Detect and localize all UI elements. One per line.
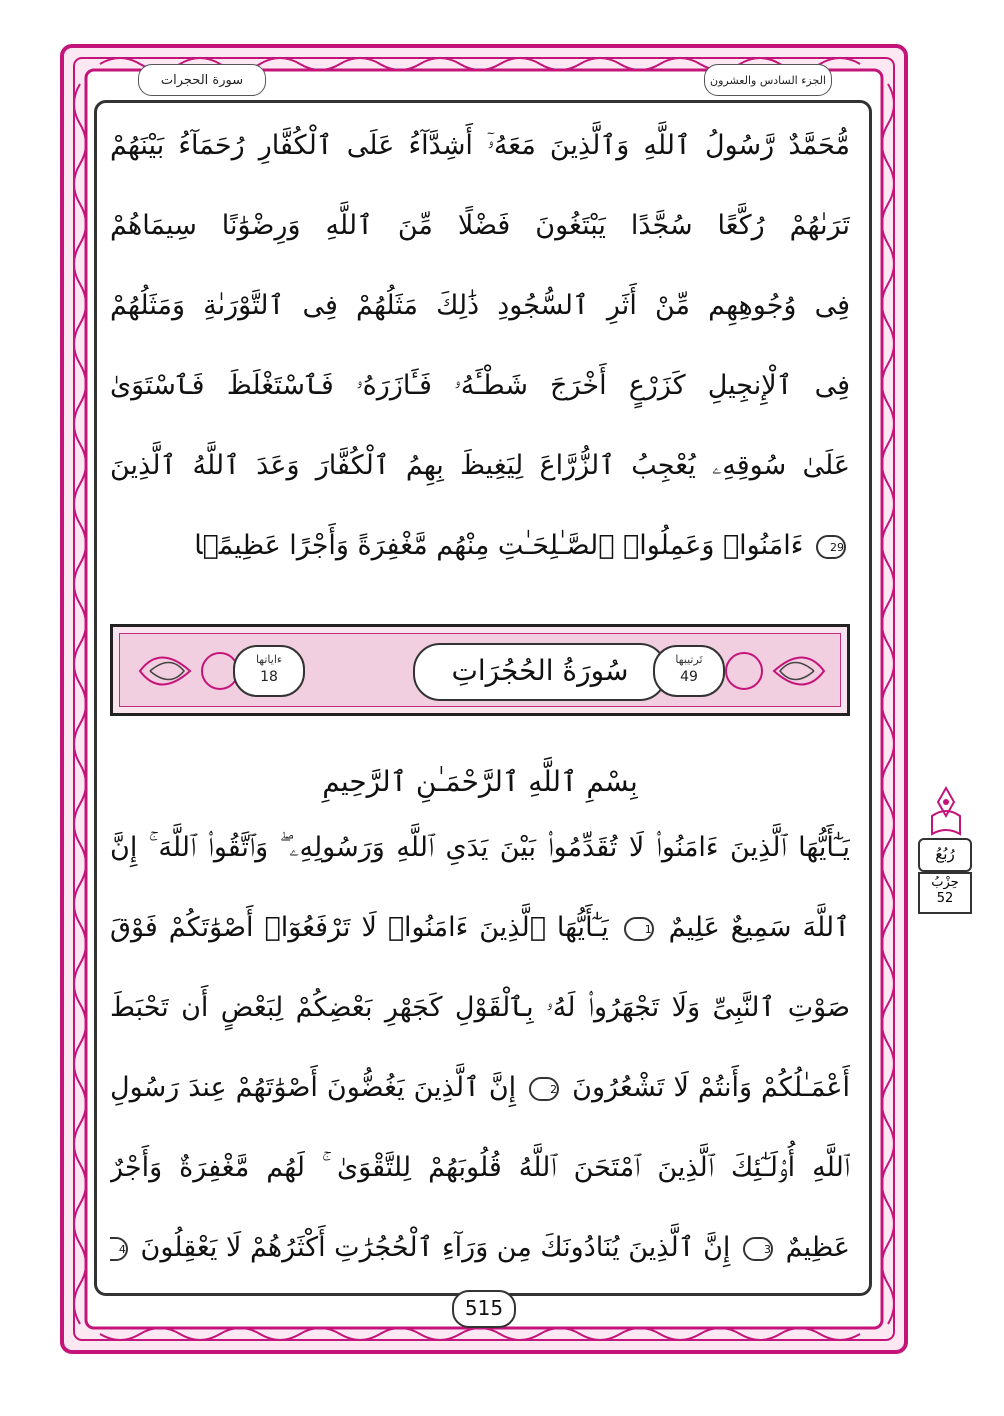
ayah-end-marker: 3: [743, 1237, 773, 1261]
verse-line: فِى وُجُوهِهِم مِّنْ أَثَرِ ٱلسُّجُودِ ذَٰلِكَ مَثَلُهُمْ فِى ٱلتَّوْرَىٰةِ وَمَثَلُهُمْ: [110, 290, 850, 321]
hizb-label: حِزْبُ: [931, 875, 959, 890]
verse-line-text: يَـٰٓأَيُّهَا ٱلَّذِينَ ءَامَنُوا۟ لَا تَرْفَعُوٓا۟ أَصْوَٰتَكُمْ فَوْقَ: [110, 912, 609, 943]
verse-line: مُّحَمَّدٌ رَّسُولُ ٱللَّهِ وَٱلَّذِينَ مَعَهُۥٓ أَشِدَّآءُ عَلَى ٱلْكُفَّارِ رُحَمَآءُ بَيْنَهُمْ: [110, 130, 850, 161]
verse-line: ٱللَّهِ أُو۟لَـٰٓئِكَ ٱلَّذِينَ ٱمْتَحَنَ ٱللَّهُ قُلُوبَهُمْ لِلتَّقْوَىٰ ۚ لَهُم مَّغْفِرَةٌ وَأَجْرٌ: [110, 1152, 850, 1183]
verse-line: عَلَىٰ سُوقِهِۦ يُعْجِبُ ٱلزُّرَّاعَ لِيَغِيظَ بِهِمُ ٱلْكُفَّارَ وَعَدَ ٱللَّهُ ٱلَّذِينَ: [110, 450, 850, 481]
verse-count-number: 18: [260, 669, 278, 685]
verse-line: يَـٰٓأَيُّهَا ٱلَّذِينَ ءَامَنُوا۟ لَا تُقَدِّمُوا۟ بَيْنَ يَدَىِ ٱللَّهِ وَرَسُولِهِۦ ۖ وَٱتَّقُوا۟ ٱللَّهَ ۚ إِنَّ: [110, 832, 850, 863]
verse-line: [110, 898, 850, 958]
ayah-end-marker: 29: [816, 535, 846, 559]
verse-line-text: إِنَّ ٱلَّذِينَ يَغُضُّونَ أَصْوَٰتَهُمْ عِندَ رَسُولِ: [110, 1072, 517, 1103]
verse-line-text: عَظِيمٌ: [785, 1232, 850, 1263]
juz-header-text: الجزء السادس والعشرون: [710, 73, 826, 87]
verse-count-label: ءاياتها: [255, 653, 283, 666]
hizb-number: 52: [936, 891, 954, 906]
verse-line: [110, 516, 850, 576]
verse-line: تَرَىٰهُمْ رُكَّعًا سُجَّدًا يَبْتَغُونَ فَضْلًا مِّنَ ٱللَّهِ وَرِضْوَٰنًا سِيمَاهُمْ: [110, 210, 850, 241]
verse-line-text: ٱللَّهَ سَمِيعٌ عَلِيمٌ: [668, 912, 850, 943]
verse-line-text: إِنَّ ٱلَّذِينَ يُنَادُونَكَ مِن وَرَآءِ ٱلْحُجُرَٰتِ أَكْثَرُهُمْ لَا يَعْقِلُونَ: [140, 1232, 731, 1263]
surah-banner: [110, 624, 850, 716]
ayah-end-marker: 1: [624, 917, 654, 941]
surah-order-label: تَرتيبها: [675, 653, 703, 666]
ayah-end-marker: 4: [110, 1237, 128, 1261]
surah-order-number: 49: [680, 669, 698, 685]
rub-label: رُبُعُ: [918, 838, 972, 872]
verse-line-text: ءَامَنُوا۟ وَعَمِلُوا۟ ٱلصَّـٰلِحَـٰتِ مِنْهُم مَّغْفِرَةً وَأَجْرًا عَظِيمًۢا: [194, 530, 804, 561]
verse-line: [110, 1218, 850, 1278]
juz-header-label: [704, 64, 832, 96]
verse-line: [110, 1058, 850, 1118]
surah-header-text: سورة الحجرات: [160, 72, 244, 88]
verse-line-text: أَعْمَـٰلُكُمْ وَأَنتُمْ لَا تَشْعُرُونَ: [572, 1072, 850, 1103]
page-number: 515: [452, 1290, 516, 1328]
surah-title: سُورَةُ الحُجُرَاتِ: [413, 643, 667, 701]
ayah-end-marker: 2: [529, 1077, 559, 1101]
verse-line: فِى ٱلْإِنجِيلِ كَزَرْعٍ أَخْرَجَ شَطْـَٔهُۥ فَـَٔازَرَهُۥ فَٱسْتَغْلَظَ فَٱسْتَوَىٰ: [110, 370, 850, 401]
surah-order-medal: [653, 645, 725, 697]
verse-line: صَوْتِ ٱلنَّبِىِّ وَلَا تَجْهَرُوا۟ لَهُۥ بِٱلْقَوْلِ كَجَهْرِ بَعْضِكُمْ لِبَعْضٍ أَن تَحْبَطَ: [110, 992, 850, 1023]
hizb-box: [918, 872, 972, 914]
verse-count-medal: [233, 645, 305, 697]
basmala: بِسْمِ ٱللَّهِ ٱلرَّحْمَـٰنِ ٱلرَّحِيمِ: [322, 765, 638, 798]
surah-header-label: [138, 64, 266, 96]
